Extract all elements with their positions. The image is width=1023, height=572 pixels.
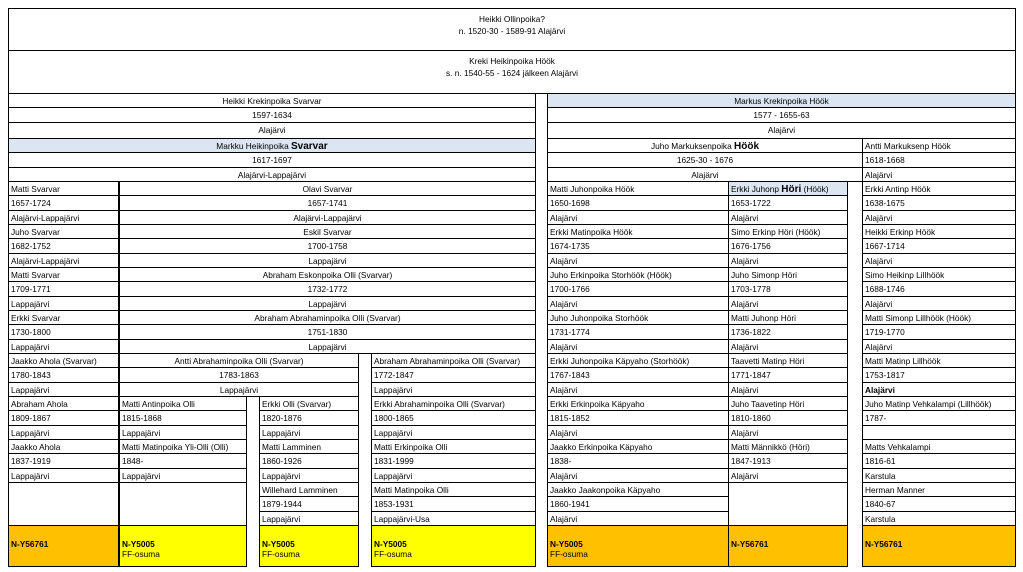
person-name: Eskil Svarvar <box>120 225 535 239</box>
person-name: Matti Svarvar <box>9 268 118 282</box>
person-name: Simo Erkinp Höri (Höök) <box>729 225 847 239</box>
haplogroup-tag <box>8 525 119 567</box>
person-name: Simo Heikinp Lillhöök <box>863 268 1015 282</box>
c7-person <box>862 482 1016 526</box>
c3-person <box>259 439 359 483</box>
person-years: 1815-1852 <box>548 411 728 425</box>
c1-person <box>8 181 119 225</box>
antti-hook <box>862 138 1016 182</box>
person-years: 1753-1817 <box>863 368 1015 382</box>
person-name: Juho Matinp Vehkalampi (Lillhöök) <box>863 397 1015 411</box>
person-place: Alajärvi-Lappajärvi <box>11 255 80 266</box>
antti-hook-place: Alajärvi <box>865 169 893 180</box>
person-place: Lappajärvi <box>262 470 301 481</box>
person-place: Lappajärvi <box>374 427 413 438</box>
person-years: 1783-1863 <box>120 368 358 382</box>
person-years: 1879-1944 <box>260 497 358 511</box>
c4-person <box>371 482 536 526</box>
person-years: 1736-1822 <box>729 325 847 339</box>
c6-person <box>728 267 848 311</box>
person-name: Erkki Antinp Höök <box>863 182 1015 196</box>
person-name: Matti Svarvar <box>9 182 118 196</box>
person-place: Alajärvi <box>550 384 578 395</box>
person-name: Erkki Juhonp Höri (Höök) <box>729 182 847 196</box>
person-place: Alajärvi <box>731 384 759 395</box>
person-years: 1860-1926 <box>260 454 358 468</box>
markku-svarvar <box>8 138 536 182</box>
person-name: Heikki Erkinp Höök <box>863 225 1015 239</box>
person-name: Matti Antinpoika Olli <box>120 397 246 411</box>
c5-person <box>547 439 729 483</box>
person-years: 1653-1722 <box>729 196 847 210</box>
c7-person <box>862 439 1016 483</box>
tag-code: N-Y5005 <box>122 539 155 549</box>
person-place: Alajärvi <box>550 212 578 223</box>
person-place: Alajärvi <box>731 427 759 438</box>
haplogroup-tag <box>259 525 359 567</box>
left-branch-head <box>8 93 536 138</box>
left-head-place: Alajärvi <box>258 124 286 135</box>
person-name: Taavetti Matinp Höri <box>729 354 847 368</box>
person-place: Karstula <box>865 513 896 524</box>
person-years: 1732-1772 <box>120 282 535 296</box>
person-years: 1837-1919 <box>9 454 118 468</box>
person-name: Erkki Abrahaminpoika Olli (Svarvar) <box>372 397 535 411</box>
person-place: Alajärvi-Lappajärvi <box>11 212 80 223</box>
antti-hook-years: 1618-1668 <box>863 153 1015 167</box>
person-place: Alajärvi <box>550 341 578 352</box>
person-years: 1682-1752 <box>9 239 118 253</box>
right-head-place: Alajärvi <box>767 124 796 135</box>
person-name: Matti Erkinpoika Olli <box>372 440 535 454</box>
c1-person <box>8 439 119 483</box>
c1-person <box>8 353 119 397</box>
person-place: Lappajärvi <box>374 384 413 395</box>
right-head-name: Markus Krekinpoika Höök <box>548 94 1015 108</box>
person-years: 1700-1758 <box>120 239 535 253</box>
person-name: Erkki Erkinpoika Käpyaho <box>548 397 728 411</box>
person-years: 1688-1746 <box>863 282 1015 296</box>
person-years: 1650-1698 <box>548 196 728 210</box>
person-place: Lappajärvi <box>11 298 50 309</box>
person-place: Alajärvi <box>731 298 759 309</box>
person-years: 1751-1830 <box>120 325 535 339</box>
markku-years: 1617-1697 <box>9 153 535 167</box>
c4-person <box>371 353 536 397</box>
c6-person <box>728 396 848 440</box>
c3-person <box>259 482 359 526</box>
c1-person <box>8 310 119 354</box>
empty-cell <box>728 482 848 526</box>
person-place: Alajärvi <box>731 470 759 481</box>
person-place: Lappajärvi <box>308 255 347 266</box>
person-place: Alajärvi <box>550 255 578 266</box>
person-years: 1667-1714 <box>863 239 1015 253</box>
c2-person <box>119 439 247 483</box>
person-place: Lappajärvi <box>219 384 259 395</box>
svarvar-wide-person <box>119 181 536 225</box>
right-head-years: 1577 - 1655-63 <box>548 108 1015 122</box>
c3-person <box>259 396 359 440</box>
person-place: Alajärvi <box>550 427 578 438</box>
person-years: 1767-1843 <box>548 368 728 382</box>
person-years: 1840-67 <box>863 497 1015 511</box>
person-name: Erkki Juhonpoika Käpyaho (Storhöök) <box>548 354 728 368</box>
c4-person <box>371 396 536 440</box>
person-name: Jaakko Ahola (Svarvar) <box>9 354 118 368</box>
c5-person <box>547 310 729 354</box>
person-years: 1676-1756 <box>729 239 847 253</box>
person-name: Abraham Abrahaminpoika Olli (Svarvar) <box>372 354 535 368</box>
person-name: Jaakko Erkinpoika Käpyaho <box>548 440 728 454</box>
c1-person <box>8 396 119 440</box>
tag-code: N-Y5005 <box>550 539 583 549</box>
person-years: 1800-1865 <box>372 411 535 425</box>
person-years: 1657-1741 <box>120 196 535 210</box>
juho-hook <box>547 138 863 182</box>
tag-sub: FF-osuma <box>374 549 412 559</box>
c1-person <box>8 267 119 311</box>
person-place: Lappajärvi <box>262 427 301 438</box>
person-name: Erkki Svarvar <box>9 311 118 325</box>
person-place: Lappajärvi <box>374 470 413 481</box>
tag-code: N-Y56761 <box>731 539 769 549</box>
c6-person <box>728 310 848 354</box>
person-years: 1780-1843 <box>9 368 118 382</box>
person-name: Matti Juhonpoika Höök <box>548 182 728 196</box>
c6-person <box>728 224 848 268</box>
person-name: Jaakko Jaakonpoika Käpyaho <box>548 483 728 497</box>
person-years: 1860-1941 <box>548 497 728 511</box>
juho-hook-name: Juho Markuksenpoika Höök <box>548 139 862 153</box>
person-place <box>863 426 1015 440</box>
person-name: Matti Matinp Lillhöök <box>863 354 1015 368</box>
person-years: 1700-1766 <box>548 282 728 296</box>
tag-code: N-Y56761 <box>11 539 49 549</box>
person-years: 1638-1675 <box>863 196 1015 210</box>
c7-person <box>862 224 1016 268</box>
person-place: Lappajärvi <box>11 427 50 438</box>
person-place: Alajärvi <box>731 212 759 223</box>
person-place: Lappajärvi <box>11 384 50 395</box>
person-name: Abraham Ahola <box>9 397 118 411</box>
root-dates: n. 1520-30 - 1589-91 Alajärvi <box>458 26 566 37</box>
person-name: Erkki Olli (Svarvar) <box>260 397 358 411</box>
person-years: 1815-1868 <box>120 411 246 425</box>
person-years: 1787- <box>863 411 1015 425</box>
person-place: Alajärvi <box>550 513 578 524</box>
svarvar-wide-person <box>119 310 536 354</box>
person-place: Lappajärvi-Usa <box>374 513 430 524</box>
empty-cell <box>119 482 247 526</box>
person-place: Lappajärvi <box>308 298 347 309</box>
person-place: Alajärvi <box>550 470 578 481</box>
person-years: 1719-1770 <box>863 325 1015 339</box>
haplogroup-tag <box>862 525 1016 567</box>
svarvar-wide-person <box>119 224 536 268</box>
empty-cell <box>8 482 119 526</box>
person-place: Alajärvi <box>865 255 893 266</box>
markku-name: Markku Heikinpoika Svarvar <box>9 139 535 153</box>
c7-person <box>862 310 1016 354</box>
c7-person <box>862 396 1016 440</box>
person-years: 1731-1774 <box>548 325 728 339</box>
person-name: Jaakko Ahola <box>9 440 118 454</box>
tag-sub: FF-osuma <box>550 549 588 559</box>
person-place: Alajärvi <box>865 212 893 223</box>
person-name: Matti Lamminen <box>260 440 358 454</box>
root-ancestor <box>8 8 1016 51</box>
svarvar-wide-person <box>119 267 536 311</box>
left-head-years: 1597-1634 <box>9 108 535 122</box>
c1-person <box>8 224 119 268</box>
person-place: Lappajärvi <box>122 427 161 438</box>
person-years: 1816-61 <box>863 454 1015 468</box>
person-place: Karstula <box>865 470 896 481</box>
second-name: Kreki Heikinpoika Höök <box>469 56 555 66</box>
c5-person <box>547 353 729 397</box>
person-years: 1838- <box>548 454 728 468</box>
c7-person <box>862 267 1016 311</box>
juho-hook-place: Alajärvi <box>691 169 719 180</box>
person-years: 1730-1800 <box>9 325 118 339</box>
person-name: Matti Juhonp Höri <box>729 311 847 325</box>
person-name: Matti Männikkö (Höri) <box>729 440 847 454</box>
person-name: Juho Erkinpoika Storhöök (Höök) <box>548 268 728 282</box>
second-ancestor <box>8 50 1016 94</box>
person-name: Juho Svarvar <box>9 225 118 239</box>
tag-code: N-Y56761 <box>865 539 903 549</box>
person-years: 1772-1847 <box>372 368 535 382</box>
person-name: Erkki Matinpoika Höök <box>548 225 728 239</box>
juho-hook-years: 1625-30 - 1676 <box>548 153 862 167</box>
person-years: 1709-1771 <box>9 282 118 296</box>
person-place: Lappajärvi <box>11 470 50 481</box>
person-name: Willehard Lamminen <box>260 483 358 497</box>
person-years: 1848- <box>120 454 246 468</box>
c7-person <box>862 353 1016 397</box>
person-place: Lappajärvi <box>308 341 347 352</box>
c5-person <box>547 224 729 268</box>
right-branch-head <box>547 93 1016 138</box>
person-name: Abraham Abrahaminpoika Olli (Svarvar) <box>120 311 535 325</box>
person-name: Olavi Svarvar <box>120 182 535 196</box>
person-place: Lappajärvi <box>11 341 50 352</box>
person-years: 1847-1913 <box>729 454 847 468</box>
tag-code: N-Y5005 <box>374 539 407 549</box>
c4-person <box>371 439 536 483</box>
c6-person <box>728 439 848 483</box>
person-name: Matts Vehkalampi <box>863 440 1015 454</box>
tag-code: N-Y5005 <box>262 539 295 549</box>
person-name: Matti Simonp Lillhöök (Höök) <box>863 311 1015 325</box>
person-place: Alajärvi <box>550 298 578 309</box>
c6-person-hori <box>728 181 848 225</box>
person-place: Alajärvi <box>865 298 893 309</box>
person-place: Alajärvi-Lappajärvi <box>293 212 362 223</box>
c5-person <box>547 482 729 526</box>
haplogroup-tag <box>119 525 247 567</box>
root-name: Heikki Ollinpoika? <box>479 14 545 24</box>
person-place: Alajärvi <box>731 255 759 266</box>
person-name: Juho Juhonpoika Storhöök <box>548 311 728 325</box>
person-name: Antti Abrahaminpoika Olli (Svarvar) <box>120 354 358 368</box>
person-name: Matti Matinpoika Olli <box>372 483 535 497</box>
antti-olli <box>119 353 359 397</box>
person-years: 1853-1931 <box>372 497 535 511</box>
person-name: Matti Matinpoika Yli-Olli (Olli) <box>120 440 246 454</box>
haplogroup-tag <box>371 525 536 567</box>
second-dates: s. n. 1540-55 - 1624 jälkeen Alajärvi <box>446 68 578 79</box>
c5-person <box>547 181 729 225</box>
person-place: Alajärvi <box>865 341 893 352</box>
person-place: Alajärvi <box>731 341 759 352</box>
person-years: 1771-1847 <box>729 368 847 382</box>
person-years: 1820-1876 <box>260 411 358 425</box>
c2-person <box>119 396 247 440</box>
person-name: Juho Simonp Höri <box>729 268 847 282</box>
person-place: Alajärvi <box>865 384 895 395</box>
person-name: Juho Taavetinp Höri <box>729 397 847 411</box>
tag-sub: FF-osuma <box>262 549 300 559</box>
person-years: 1674-1735 <box>548 239 728 253</box>
c7-person <box>862 181 1016 225</box>
person-years: 1657-1724 <box>9 196 118 210</box>
tag-sub: FF-osuma <box>122 549 160 559</box>
haplogroup-tag <box>547 525 729 567</box>
haplogroup-tag <box>728 525 848 567</box>
person-place: Lappajärvi <box>262 513 301 524</box>
person-years: 1809-1867 <box>9 411 118 425</box>
c5-person <box>547 267 729 311</box>
person-name: Abraham Eskonpoika Olli (Svarvar) <box>120 268 535 282</box>
markku-place: Alajärvi-Lappajärvi <box>237 169 307 180</box>
person-name: Herman Manner <box>863 483 1015 497</box>
person-place: Lappajärvi <box>122 470 161 481</box>
left-head-name: Heikki Krekinpoika Svarvar <box>9 94 535 108</box>
person-years: 1831-1999 <box>372 454 535 468</box>
antti-hook-name: Antti Markuksenp Höök <box>863 139 1015 153</box>
c5-person <box>547 396 729 440</box>
c6-person <box>728 353 848 397</box>
person-years: 1703-1778 <box>729 282 847 296</box>
person-years: 1810-1860 <box>729 411 847 425</box>
